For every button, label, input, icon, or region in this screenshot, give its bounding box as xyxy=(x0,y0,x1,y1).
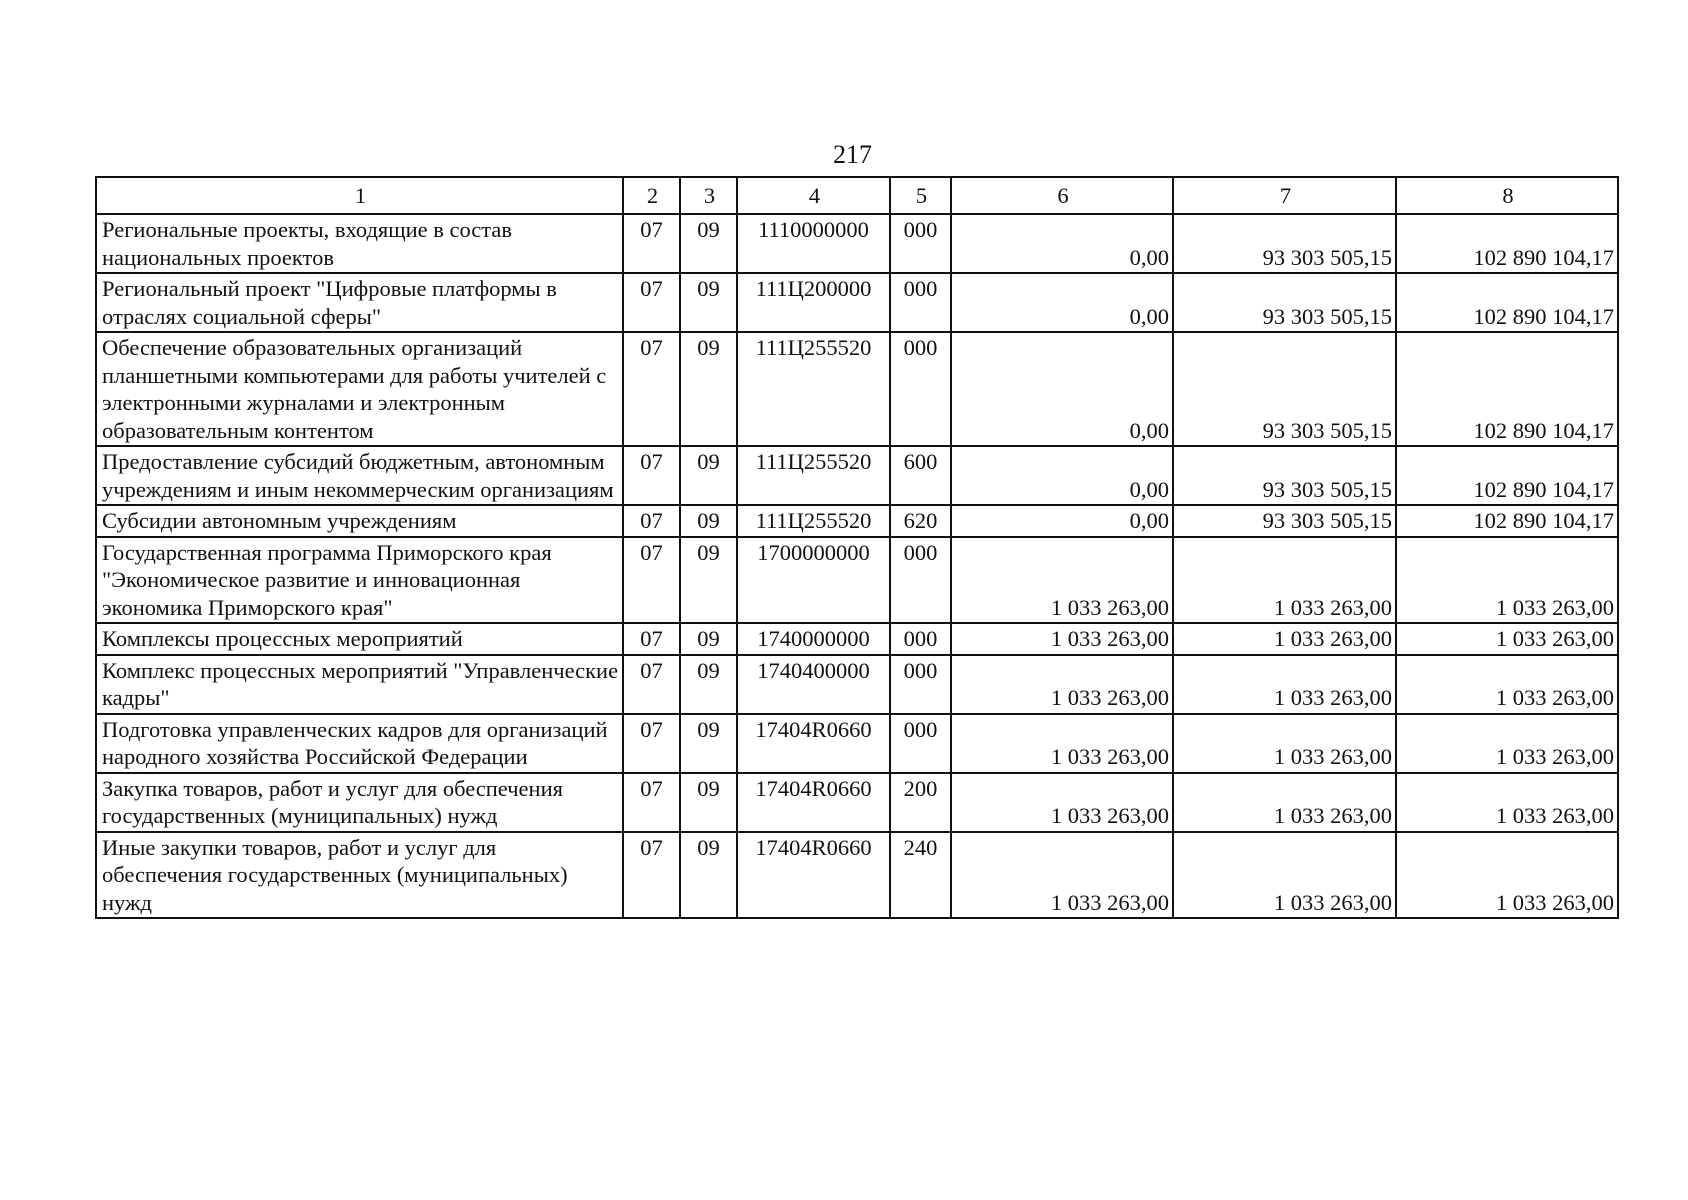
table-row xyxy=(96,832,1618,919)
amount-col8: 102 890 104,17 xyxy=(1396,273,1618,332)
column-header: 4 xyxy=(737,177,890,214)
table-row xyxy=(96,623,1618,655)
table-row xyxy=(96,273,1618,332)
item-name: Субсидии автономным учреждениям xyxy=(96,505,623,537)
item-name: Подготовка управленческих кадров для организаций народного хозяйства Российской Федерации xyxy=(96,714,623,773)
amount-col6: 0,00 xyxy=(951,332,1173,446)
amount-col8: 1 033 263,00 xyxy=(1396,832,1618,919)
target-article-code: 1110000000 xyxy=(737,214,890,273)
amount-col6: 1 033 263,00 xyxy=(951,832,1173,919)
table-row xyxy=(96,537,1618,624)
page-number: 217 xyxy=(833,140,872,169)
section-code: 07 xyxy=(623,505,680,537)
section-code: 07 xyxy=(623,273,680,332)
expense-type-code: 240 xyxy=(890,832,951,919)
expense-type-code: 600 xyxy=(890,446,951,505)
target-article-code: 1740400000 xyxy=(737,655,890,714)
table-row xyxy=(96,773,1618,832)
amount-col7: 93 303 505,15 xyxy=(1173,505,1396,537)
item-name: Государственная программа Приморского края "Экономическое развитие и инновационная экономика Приморского края" xyxy=(96,537,623,624)
amount-col6: 0,00 xyxy=(951,214,1173,273)
item-name: Комплекс процессных мероприятий "Управленческие кадры" xyxy=(96,655,623,714)
amount-col8: 1 033 263,00 xyxy=(1396,623,1618,655)
subsection-code: 09 xyxy=(680,273,737,332)
amount-col6: 1 033 263,00 xyxy=(951,655,1173,714)
expense-type-code: 000 xyxy=(890,537,951,624)
column-header: 2 xyxy=(623,177,680,214)
subsection-code: 09 xyxy=(680,714,737,773)
item-name: Комплексы процессных мероприятий xyxy=(96,623,623,655)
section-code: 07 xyxy=(623,537,680,624)
expense-type-code: 620 xyxy=(890,505,951,537)
section-code: 07 xyxy=(623,655,680,714)
table-row xyxy=(96,214,1618,273)
expense-type-code: 000 xyxy=(890,214,951,273)
amount-col6: 1 033 263,00 xyxy=(951,537,1173,624)
section-code: 07 xyxy=(623,332,680,446)
table-body xyxy=(96,214,1618,918)
expense-type-code: 200 xyxy=(890,773,951,832)
expense-type-code: 000 xyxy=(890,332,951,446)
subsection-code: 09 xyxy=(680,832,737,919)
column-header: 8 xyxy=(1396,177,1618,214)
item-name: Региональный проект "Цифровые платформы в отраслях социальной сферы" xyxy=(96,273,623,332)
amount-col6: 0,00 xyxy=(951,446,1173,505)
target-article-code: 17404R0660 xyxy=(737,773,890,832)
section-code: 07 xyxy=(623,714,680,773)
column-header: 3 xyxy=(680,177,737,214)
column-header: 7 xyxy=(1173,177,1396,214)
section-code: 07 xyxy=(623,773,680,832)
budget-table xyxy=(95,176,1619,919)
amount-col8: 1 033 263,00 xyxy=(1396,773,1618,832)
amount-col8: 1 033 263,00 xyxy=(1396,714,1618,773)
amount-col8: 1 033 263,00 xyxy=(1396,655,1618,714)
section-code: 07 xyxy=(623,446,680,505)
target-article-code: 111Ц255520 xyxy=(737,505,890,537)
amount-col7: 1 033 263,00 xyxy=(1173,773,1396,832)
target-article-code: 1700000000 xyxy=(737,537,890,624)
amount-col6: 0,00 xyxy=(951,273,1173,332)
item-name: Региональные проекты, входящие в состав национальных проектов xyxy=(96,214,623,273)
target-article-code: 111Ц255520 xyxy=(737,332,890,446)
amount-col8: 102 890 104,17 xyxy=(1396,505,1618,537)
target-article-code: 1740000000 xyxy=(737,623,890,655)
table-row xyxy=(96,446,1618,505)
amount-col8: 102 890 104,17 xyxy=(1396,446,1618,505)
table-row xyxy=(96,332,1618,446)
amount-col8: 1 033 263,00 xyxy=(1396,537,1618,624)
subsection-code: 09 xyxy=(680,505,737,537)
header-row xyxy=(96,177,1618,214)
target-article-code: 111Ц255520 xyxy=(737,446,890,505)
target-article-code: 17404R0660 xyxy=(737,714,890,773)
amount-col6: 0,00 xyxy=(951,505,1173,537)
amount-col6: 1 033 263,00 xyxy=(951,623,1173,655)
item-name: Иные закупки товаров, работ и услуг для обеспечения государственных (муниципальных) нужд xyxy=(96,832,623,919)
table-row xyxy=(96,505,1618,537)
section-code: 07 xyxy=(623,214,680,273)
subsection-code: 09 xyxy=(680,773,737,832)
amount-col7: 1 033 263,00 xyxy=(1173,623,1396,655)
amount-col6: 1 033 263,00 xyxy=(951,773,1173,832)
amount-col7: 1 033 263,00 xyxy=(1173,655,1396,714)
column-header: 5 xyxy=(890,177,951,214)
amount-col7: 1 033 263,00 xyxy=(1173,537,1396,624)
subsection-code: 09 xyxy=(680,332,737,446)
subsection-code: 09 xyxy=(680,214,737,273)
subsection-code: 09 xyxy=(680,537,737,624)
expense-type-code: 000 xyxy=(890,273,951,332)
table-row xyxy=(96,655,1618,714)
expense-type-code: 000 xyxy=(890,623,951,655)
amount-col7: 1 033 263,00 xyxy=(1173,832,1396,919)
item-name: Предоставление субсидий бюджетным, автономным учреждениям и иным некоммерческим организациям xyxy=(96,446,623,505)
item-name: Закупка товаров, работ и услуг для обеспечения государственных (муниципальных) нужд xyxy=(96,773,623,832)
section-code: 07 xyxy=(623,832,680,919)
column-header: 6 xyxy=(951,177,1173,214)
table-row xyxy=(96,714,1618,773)
amount-col6: 1 033 263,00 xyxy=(951,714,1173,773)
amount-col7: 93 303 505,15 xyxy=(1173,214,1396,273)
subsection-code: 09 xyxy=(680,655,737,714)
section-code: 07 xyxy=(623,623,680,655)
expense-type-code: 000 xyxy=(890,655,951,714)
expense-type-code: 000 xyxy=(890,714,951,773)
amount-col7: 1 033 263,00 xyxy=(1173,714,1396,773)
amount-col8: 102 890 104,17 xyxy=(1396,332,1618,446)
target-article-code: 111Ц200000 xyxy=(737,273,890,332)
amount-col8: 102 890 104,17 xyxy=(1396,214,1618,273)
amount-col7: 93 303 505,15 xyxy=(1173,446,1396,505)
amount-col7: 93 303 505,15 xyxy=(1173,332,1396,446)
item-name: Обеспечение образовательных организаций планшетными компьютерами для работы учителей с электронными журналами и электронным образовательным контентом xyxy=(96,332,623,446)
subsection-code: 09 xyxy=(680,623,737,655)
target-article-code: 17404R0660 xyxy=(737,832,890,919)
subsection-code: 09 xyxy=(680,446,737,505)
column-header: 1 xyxy=(96,177,623,214)
amount-col7: 93 303 505,15 xyxy=(1173,273,1396,332)
